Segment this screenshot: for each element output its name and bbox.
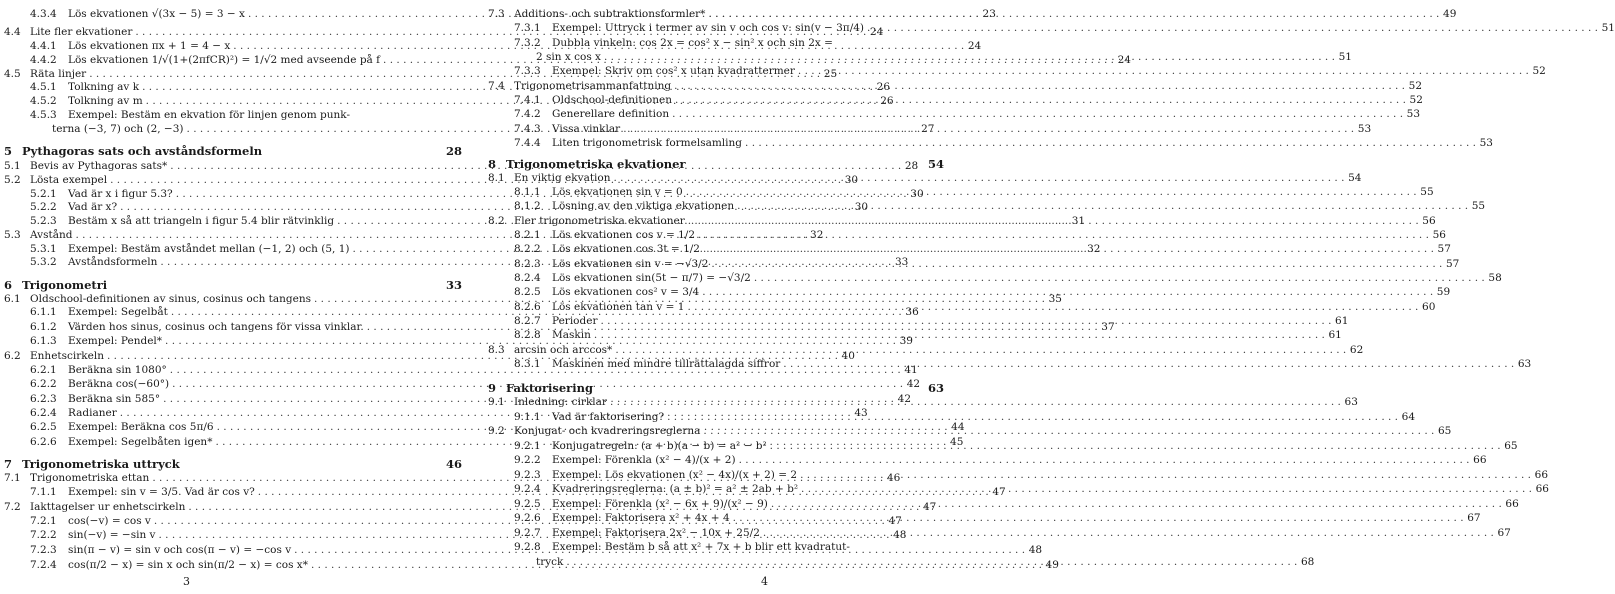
toc-entry[interactable] [514,186,1434,198]
toc-entry-page: 53 [1357,123,1372,135]
toc-entry-number: 8.3 [488,344,505,356]
toc-entry[interactable] [514,137,1493,149]
toc-entry-title: Oldschool-definitionen av sinus, cosinus och tangens [30,293,311,305]
toc-entry-page: 47 [922,501,937,513]
toc-entry-page: 25 [823,68,838,80]
toc-entry-page: 24 [967,40,982,52]
toc-entry-page: 31 [1071,215,1086,227]
toc-entry-title: Exempel: sin v = 3/5. Vad är cos v? [68,486,255,498]
dot-leader [760,527,1497,539]
toc-entry[interactable] [514,37,944,49]
toc-entry-title: Exempel: Förenkla (x² − 6x + 9)/(x² − 9) [552,498,768,510]
toc-entry-number: 9.1 [488,396,505,408]
toc-entry-page: 49 [1045,559,1059,571]
toc-entry-title: Liten trigonometrisk formelsamling [552,137,743,149]
toc-entry-number: 5.3.1 [30,243,57,255]
toc-entry-page: 26 [876,81,891,93]
toc-entry-title: Beräkna cos(−60°) [68,378,170,390]
toc-entry-title: Radianer [68,407,117,419]
toc-entry-title: Exempel: Skriv om cos² x utan kvadrattermer [552,65,795,77]
toc-entry-title: Vad är x? [68,201,118,213]
toc-entry-page: 60 [1422,301,1436,313]
toc-entry-page: 28 [904,160,919,172]
toc-entry-page: 23 [982,8,996,20]
toc-entry-page: 42 [906,378,921,390]
toc-entry-number: 8.1.2 [514,200,541,212]
toc-entry-title: Kvadreringsreglerna: (a ± b)² = a² ± 2ab + b² [552,483,799,495]
toc-chapter-entry[interactable] [4,145,462,157]
toc-entry[interactable] [30,109,462,121]
toc-entry-number: 7.1 [4,472,21,484]
toc-chapter-entry[interactable] [488,382,944,394]
toc-entry-page: 61 [1335,315,1349,327]
dot-leader [864,22,1601,34]
toc-entry-title: Maskinen med mindre tillrättalagda siffror [552,358,781,370]
toc-entry[interactable] [514,498,1519,510]
toc-entry-title: Trigonometriska ekvationer [506,157,686,171]
toc-entry[interactable] [4,293,1062,305]
toc-entry-title: Perioder [552,315,598,327]
toc-entry-number: 5.2 [4,174,21,186]
toc-entry-number: 8.3.1 [514,358,541,370]
toc-entry-title: Avstånd [30,229,73,241]
dot-leader [671,80,1408,92]
toc-entry-title: Trigonometriska ettan [30,472,150,484]
toc-entry-number: 7.3.2 [514,37,541,49]
dot-leader [730,512,1467,524]
toc-entry-title: Lös ekvationen πx + 1 = 4 − x [68,40,231,52]
toc-entry[interactable] [488,172,1362,184]
toc-entry-title: Lösning av den viktiga ekvationen [552,200,735,212]
toc-entry-title: Inledning: cirklar [514,396,607,408]
toc-entry-title: Vad är x i figur 5.3? [68,188,173,200]
toc-entry-number: 6.1.2 [30,321,57,333]
toc-entry-number: 7.4.3 [514,123,541,135]
toc-entry-title: Exempel: Bestäm b så att x² + 7x + b blir ett kvadratut- [552,541,850,553]
toc-entry-title: Bevis av Pythagoras sats* [30,160,168,172]
toc-entry-page: 49 [1443,8,1457,20]
toc-entry-number: 6.1.1 [30,306,57,318]
toc-entry-page: 42 [897,393,912,405]
toc-entry-number: 9.2.3 [514,469,541,481]
toc-entry-title: Exempel: Segelbåten igen* [68,436,213,448]
toc-entry-number: 6.2.1 [30,364,57,376]
toc-entry-number: 8.2.2 [514,243,541,255]
toc-entry[interactable] [514,123,1372,135]
dot-leader [734,200,1471,212]
toc-entry-page: 47 [888,515,902,527]
toc-entry-page: 67 [1497,527,1511,539]
toc-entry-page: 36 [905,306,919,318]
toc-entry-number: 6.2 [4,350,21,362]
toc-entry-title: Exempel: Beräkna cos 5π/6 [68,421,214,433]
toc-entry-number: 4.4.1 [30,40,57,52]
toc-entry-title: En viktig ekvation [514,172,611,184]
toc-entry-page: 39 [899,335,913,347]
dot-leader [768,498,1505,510]
toc-entry-title: Maskin [552,329,591,341]
toc-entry-title: Bestäm x så att triangeln i figur 5.4 blir rätvinklig [68,215,335,227]
toc-entry-number: 4.4.2 [30,54,57,66]
toc-entry-page: 37 [1101,321,1115,333]
toc-entry-title: tryck [536,556,564,568]
toc-entry-title: Lös ekvationen √(3x − 5) = 3 − x [68,8,245,20]
toc-entry-page: 52 [1532,65,1546,77]
toc-entry-number: 5.2.1 [30,188,57,200]
toc-entry-title: Lös ekvationen sin v = 0 [552,186,683,198]
toc-entry-title: cos(−v) = cos v [68,515,151,527]
toc-entry[interactable] [514,512,1481,524]
toc-entry-page: 28 [445,144,462,158]
toc-entry-title: Konjugatregeln: (a + b)(a − b) = a² − b² [552,440,767,452]
toc-entry-number: 8.2.5 [514,286,541,298]
toc-entry-number: 7.2.1 [30,515,57,527]
dot-leader [664,411,1401,423]
toc-entry-page: 53 [1479,137,1493,149]
toc-entry[interactable] [514,200,1486,212]
toc-entry-number: 5.3 [4,229,21,241]
toc-entry-page: 63 [1344,396,1358,408]
toc-entry-title: Dubbla vinkeln: cos 2x = cos² x − sin² x och sin 2x = [552,37,833,49]
dot-leader [780,358,1517,370]
dot-leader [591,329,1328,341]
toc-entry-number: 8.2 [488,215,505,227]
toc-entry-page: 65 [1437,425,1452,437]
toc-entry-page: 35 [1048,293,1062,305]
toc-entry-title: Lösta exempel [30,174,108,186]
toc-entry-title: Exempel: Faktorisera 2x² − 10x + 25/2 [552,527,760,539]
toc-entry-page: 32 [810,229,824,241]
toc-entry-number: 9.2.4 [514,483,541,495]
dot-leader [742,137,1479,149]
toc-entry-title: Konjugat- och kvadreringsreglerna [514,425,701,437]
toc-entry-page: 24 [1117,54,1131,66]
toc-entry[interactable] [514,329,1342,341]
toc-entry-number: 7.2.3 [30,544,57,556]
toc-entry-page: 59 [1436,286,1451,298]
toc-entry-page: 53 [1406,108,1421,120]
toc-entry-title: sin(π − v) = sin v och cos(π − v) = −cos v [68,544,292,556]
toc-entry-number: 7.4.2 [514,108,541,120]
toc-entry-number: 9.2.5 [514,498,541,510]
toc-entry-page: 40 [841,350,855,362]
toc-entry[interactable] [514,108,1421,120]
toc-entry-title: Oldschool-definitionen [552,94,672,106]
toc-entry-number: 7.2 [4,501,21,513]
toc-entry-number: 4.5.2 [30,95,57,107]
dot-leader [597,315,1334,327]
toc-entry-title: Tolkning av k [68,81,140,93]
toc-entry-title: Lös ekvationen cos 3t = 1/2 [552,243,700,255]
dot-leader [669,108,1406,120]
toc-entry-page: 41 [904,364,918,376]
toc-entry-number: 6.2.4 [30,407,57,419]
toc-entry-number: 4.4 [4,26,21,38]
toc-entry-title: Generellare definition [552,108,670,120]
toc-entry-page: 30 [854,201,869,213]
toc-entry-title: Trigonometriska uttryck [22,457,180,471]
toc-entry-page: 56 [1422,215,1436,227]
dot-leader [700,425,1437,437]
toc-entry-page: 44 [951,421,965,433]
toc-entry-number: 5.2.3 [30,215,57,227]
toc-entry-number: 7.3.1 [514,22,541,34]
toc-entry-number: 7.3 [488,8,505,20]
dot-leader [767,440,1504,452]
toc-entry-number: 4.3.4 [30,8,57,20]
toc-entry-page: 48 [1028,544,1043,556]
toc-entry-number: 6.2.3 [30,393,57,405]
toc-entry-number: 6 [4,278,13,292]
toc-entry[interactable] [514,94,1423,106]
toc-entry-title: Lös ekvationen tan v = 1 [552,301,685,313]
toc-entry-page: 56 [1432,229,1446,241]
toc-entry-number: 9.2.6 [514,512,541,524]
toc-entry-page: 64 [1401,411,1416,423]
toc-entry-page: 27 [921,123,935,135]
dot-leader [601,51,1338,63]
toc-entry-number: 9.1.1 [514,411,541,423]
toc-entry-page: 55 [1420,186,1434,198]
toc-entry-number: 9.2.8 [514,541,541,553]
toc-entry-number: 5.3.2 [30,256,57,268]
toc-entry-title: Exempel: Bestäm en ekvation för linjen genom punk- [68,109,350,121]
toc-entry-number: 7.4 [488,80,505,92]
toc-entry-number: 8.1 [488,172,505,184]
toc-entry-number: 8 [488,157,497,171]
toc-chapter-entry[interactable] [4,279,462,291]
dot-leader [695,229,1432,241]
toc-entry-page: 30 [910,188,924,200]
toc-entry-page: 51 [1601,22,1615,34]
toc-entry-title: sin(−v) = −sin v [68,529,156,541]
dot-leader [607,396,1344,408]
toc-entry[interactable] [488,80,1423,92]
dot-leader [563,556,1300,568]
dot-leader [736,454,1473,466]
toc-entry-number: 5.1 [4,160,21,172]
toc-entry-title: Lös ekvationen cos² v = 3/4 [552,286,700,298]
toc-entry-title: Tolkning av m [68,95,143,107]
toc-entry-page: 63 [1517,358,1532,370]
toc-entry-page: 66 [1505,498,1519,510]
toc-entry-number: 7.4.1 [514,94,541,106]
dot-leader [620,123,1357,135]
toc-entry-number: 9.2 [488,425,505,437]
toc-entry-title: Exempel: Segelbåt [68,306,168,318]
dot-leader [612,344,1349,356]
toc-entry[interactable] [514,229,1446,241]
toc-entry[interactable] [514,301,1436,313]
toc-entry[interactable] [514,65,1546,77]
toc-entry[interactable] [514,411,1416,423]
toc-entry-page: 66 [1473,454,1487,466]
toc-entry-page: 66 [1535,483,1549,495]
dot-leader [672,94,1409,106]
toc-entry[interactable] [514,286,1451,298]
toc-entry-title: arcsin och arccos* [514,344,613,356]
toc-entry-number: 8.2.3 [514,258,541,270]
toc-entry-title: Faktorisering [506,381,594,395]
dot-leader [798,483,1535,495]
toc-entry-title: Exempel: Förenkla (x² − 4)/(x + 2) [552,454,736,466]
toc-entry-title: Trigonometrisammanfattning [514,80,672,92]
toc-entry-title: Iakttagelser ur enhetscirkeln [30,501,186,513]
toc-entry-title: Fler trigonometriska ekvationer [514,215,685,227]
toc-entry-title: Exempel: Pendel* [68,335,163,347]
toc-entry-page: 58 [1488,272,1502,284]
toc-entry-number: 7.1.1 [30,486,57,498]
toc-entry[interactable] [514,258,1460,270]
dot-leader [751,272,1488,284]
toc-entry-page: 52 [1408,80,1423,92]
dot-leader [705,8,1442,20]
toc-entry-page: 33 [445,278,462,292]
toc-chapter-entry[interactable] [4,458,462,470]
toc-entry-title: Lite fler ekvationer [30,26,133,38]
toc-entry-title: Pythagoras sats och avståndsformeln [22,144,263,158]
toc-entry[interactable] [514,541,944,553]
toc-entry[interactable] [514,454,1487,466]
toc-entry-page: 52 [1409,94,1423,106]
toc-entry-page: 30 [844,174,859,186]
toc-entry-number: 8.2.8 [514,329,541,341]
toc-entry-page: 26 [880,95,894,107]
toc-entry-page: 46 [445,457,462,471]
toc-entry-number: 8.2.6 [514,301,541,313]
toc-entry-title: Vad är faktorisering? [552,411,665,423]
page-number-left: 3 [183,575,190,588]
toc-entry-number: 7.3.3 [514,65,541,77]
dot-leader [797,469,1534,481]
toc-entry-title: Beräkna sin 585° [68,393,161,405]
toc-entry-title: terna (−3, 7) och (2, −3) [52,123,184,135]
toc-entry-title: Exempel: Bestäm avståndet mellan (−1, 2) och (5, 1) [68,243,350,255]
toc-entry-page: 46 [886,472,901,484]
toc-entry-number: 4.5 [4,68,21,80]
dot-leader [700,243,1437,255]
toc-entry-number: 7 [4,457,13,471]
toc-entry-title: Vissa vinklar [552,123,621,135]
toc-entry-number: 7.4.4 [514,137,541,149]
dot-leader [795,65,1532,77]
toc-entry-page: 33 [894,256,909,268]
toc-entry-title: Lös ekvationen sin v = −√3/2 [552,258,709,270]
toc-entry-title: Räta linjer [30,68,87,80]
toc-entry-title: Enhetscirkeln [30,350,104,362]
toc-entry-number: 8.2.7 [514,315,541,327]
toc-entry-number: 4.5.1 [30,81,57,93]
page-number-right: 4 [761,575,768,588]
toc-entry[interactable] [488,396,1358,408]
toc-entry-title: Värden hos sinus, cosinus och tangens för vissa vinklar. [68,321,364,333]
toc-entry-page: 32 [1087,243,1101,255]
toc-entry-number: 5.2.2 [30,201,57,213]
toc-entry-number: 9.2.7 [514,527,541,539]
toc-entry-number: 7.2.2 [30,529,57,541]
toc-entry-page: 66 [1534,469,1549,481]
toc-entry-page: 65 [1504,440,1518,452]
dot-leader [684,301,1421,313]
toc-entry-page: 63 [927,381,944,395]
toc-entry-page: 24 [869,26,884,38]
dot-leader [699,286,1436,298]
toc-entry[interactable] [488,344,1364,356]
toc-entry-number: 9 [488,381,497,395]
toc-entry-title: Exempel: Lös ekvationen (x² − 4x)/(x + 2) = 2 [552,469,798,481]
toc-entry-page: 45 [950,436,964,448]
toc-entry-number: 6.2.2 [30,378,57,390]
toc-entry-title: Lös ekvationen cos v = 1/2 [552,229,695,241]
toc-entry-page: 61 [1328,329,1342,341]
toc-entry-page: 57 [1437,243,1451,255]
toc-entry-number: 7.2.4 [30,559,57,571]
toc-entry[interactable] [514,272,1502,284]
dot-leader [610,172,1347,184]
toc-entry-title: Exempel: Uttryck i termer av sin v och cos v: sin(v − 3π/4) [552,22,865,34]
toc-entry[interactable] [514,358,1532,370]
toc-entry-page: 54 [1348,172,1362,184]
toc-entry-title: 2 sin x cos x [536,51,601,63]
toc-entry-title: Lös ekvationen 1/√(1+(2πfCR)²) = 1/√2 med avseende på f [68,54,381,66]
toc-entry-page: 43 [854,407,868,419]
toc-entry-number: 6.1.3 [30,335,57,347]
toc-entry-number: 4.5.3 [30,109,57,121]
toc-entry-number: 8.2.4 [514,272,541,284]
toc-entry-title: Exempel: Faktorisera x² + 4x + 4 [552,512,730,524]
toc-entry-page: 54 [927,157,944,171]
toc-entry-page: 57 [1445,258,1460,270]
toc-entry-number: 6.2.5 [30,421,57,433]
toc-entry-number: 9.2.1 [514,440,541,452]
toc-entry-page: 62 [1349,344,1364,356]
toc-entry-number: 6.1 [4,293,21,305]
toc-entry-title: Trigonometri [22,278,108,292]
toc-entry-page: 68 [1301,556,1315,568]
dot-leader [683,186,1420,198]
toc-entry-page: 47 [992,486,1006,498]
dot-leader [708,258,1445,270]
toc-entry[interactable] [514,469,1549,481]
toc-entry-page: 67 [1467,512,1481,524]
toc-entry-number: 8.1.1 [514,186,541,198]
toc-entry-page: 55 [1471,200,1486,212]
toc-entry-number: 9.2.2 [514,454,541,466]
toc-chapter-entry[interactable] [488,158,944,170]
toc-entry-title: Beräkna sin 1080° [68,364,167,376]
dot-leader [685,215,1422,227]
toc-entry-number: 6.2.6 [30,436,57,448]
toc-entry-page: 51 [1338,51,1352,63]
toc-entry-title: Lös ekvationen sin(5t − π/7) = −√3/2 [552,272,751,284]
toc-entry-number: 8.2.1 [514,229,541,241]
toc-entry-title: Additions- och subtraktionsformler* [514,8,706,20]
toc-entry-number: 5 [4,144,13,158]
toc-entry-page: 48 [893,529,907,541]
toc-entry[interactable] [514,527,1511,539]
toc-entry[interactable] [514,22,1615,34]
toc-entry-title: cos(π/2 − x) = sin x och sin(π/2 − x) = cos x* [68,559,308,571]
toc-entry-title: Avståndsformeln [68,256,158,268]
